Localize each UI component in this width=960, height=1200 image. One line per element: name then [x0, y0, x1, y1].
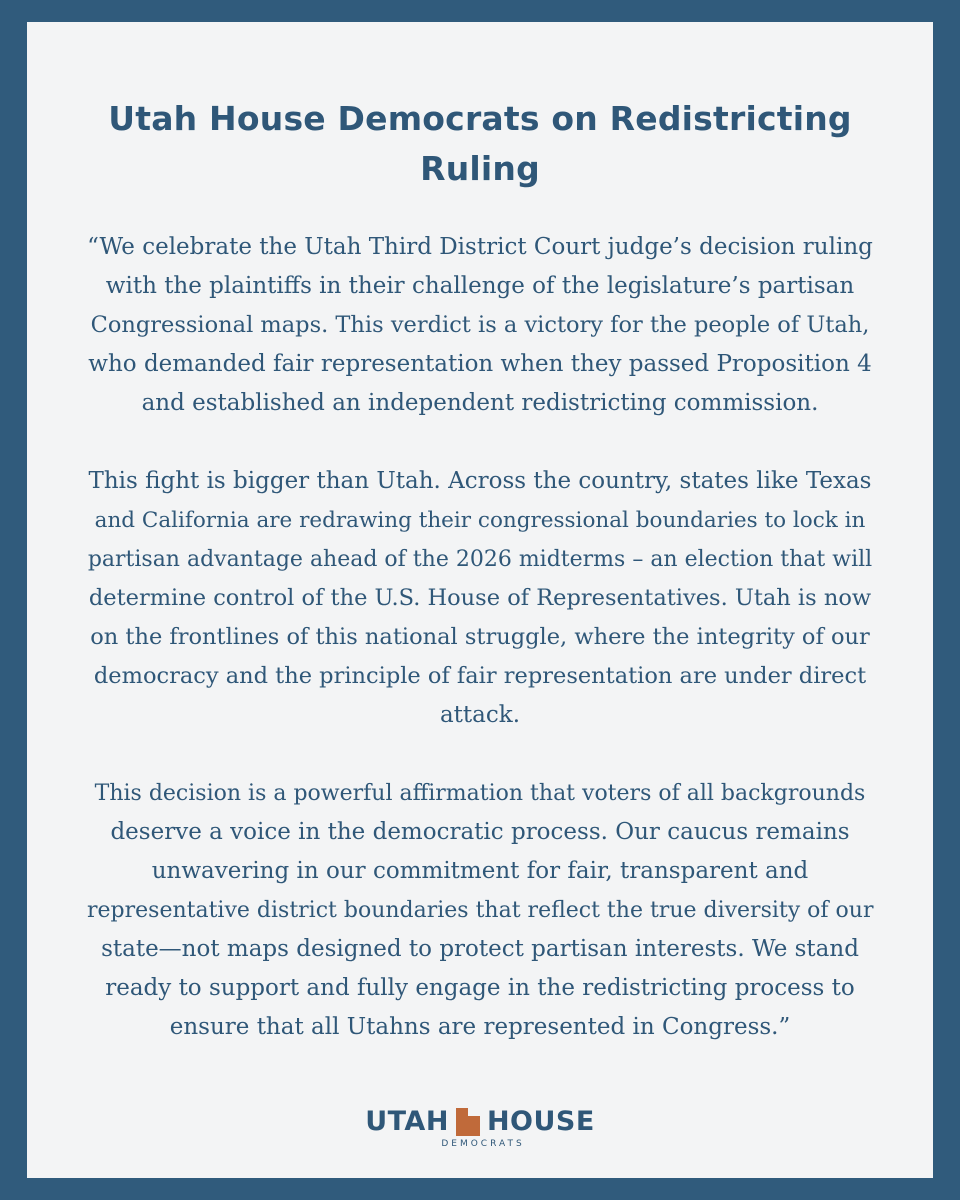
- text-line: “We celebrate the Utah Third District Court judge’s decision ruling: [87, 234, 873, 260]
- text-line: democracy and the principle of fair representation are under direct: [93, 663, 867, 689]
- logo-wordmark: [365, 1107, 595, 1137]
- text-line: and California are redrawing their congressional boundaries to lock in: [94, 508, 866, 533]
- page-title: [27, 94, 933, 194]
- statement-paragraph-2: [87, 462, 873, 735]
- statement-paragraph-3: [87, 774, 873, 1047]
- text-line: This fight is bigger than Utah. Across the country, states like Texas: [88, 468, 872, 494]
- text-line: unwavering in our commitment for fair, transparent and: [151, 858, 809, 884]
- text-line: with the plaintiffs in their challenge of the legislature’s partisan: [105, 273, 855, 299]
- title-line: Ruling: [420, 149, 540, 188]
- text-line: determine control of the U.S. House of Representatives. Utah is now: [88, 585, 872, 611]
- statement-body: [87, 228, 873, 1086]
- logo-word-utah: UTAH: [365, 1106, 449, 1137]
- text-line: This decision is a powerful affirmation that voters of all backgrounds: [94, 781, 866, 806]
- text-line: partisan advantage ahead of the 2026 midterms – an election that will: [87, 547, 873, 572]
- text-line: state—not maps designed to protect partisan interests. We stand: [101, 936, 859, 962]
- text-line: representative district boundaries that reflect the true diversity of our: [87, 898, 874, 923]
- title-line: Utah House Democrats on Redistricting: [108, 99, 852, 138]
- statement-paragraph-1: [87, 228, 873, 423]
- text-line: ensure that all Utahns are represented in Congress.”: [169, 1014, 791, 1040]
- utah-house-democrats-logo: [27, 1107, 933, 1149]
- text-line: who demanded fair representation when they passed Proposition 4: [88, 351, 872, 377]
- utah-state-shape-icon: [455, 1107, 481, 1137]
- text-line: on the frontlines of this national struggle, where the integrity of our: [90, 624, 870, 650]
- text-line: and established an independent redistricting commission.: [141, 390, 819, 416]
- text-line: attack.: [439, 702, 521, 728]
- text-line: deserve a voice in the democratic process. Our caucus remains: [110, 819, 850, 845]
- logo-subtitle: DEMOCRATS: [441, 1139, 525, 1149]
- text-line: ready to support and fully engage in the redistricting process to: [105, 975, 855, 1001]
- logo-word-house: HOUSE: [486, 1106, 595, 1137]
- statement-card: [27, 22, 933, 1178]
- text-line: Congressional maps. This verdict is a victory for the people of Utah,: [90, 312, 870, 338]
